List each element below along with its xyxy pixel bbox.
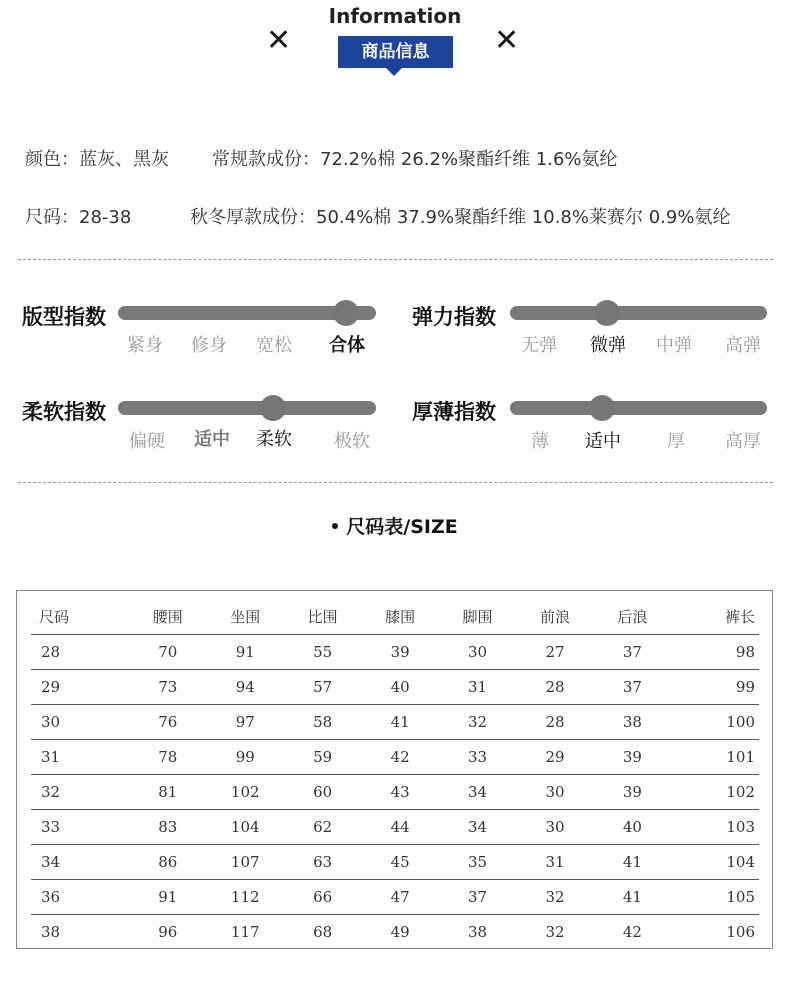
column-header: 前浪 <box>539 608 570 626</box>
column-header: 膝围 <box>385 608 416 626</box>
table-cell: 49 <box>361 915 438 950</box>
table-row <box>31 670 759 705</box>
table-cell: 59 <box>284 740 361 775</box>
close-icon: ✕ <box>494 23 520 58</box>
table-cell: 91 <box>207 635 284 670</box>
stretch-option-selected: 微弹 <box>590 335 626 356</box>
table-cell: 38 <box>594 705 671 740</box>
table-cell: 41 <box>594 845 671 880</box>
column-header: 坐围 <box>230 608 261 626</box>
table-cell: 27 <box>516 635 593 670</box>
table-header-row <box>31 599 759 635</box>
softness-option: 极软 <box>334 431 370 452</box>
table-cell: 28 <box>31 635 129 670</box>
table-cell: 44 <box>361 810 438 845</box>
size-chart-title-text: 尺码表/SIZE <box>346 516 458 538</box>
table-cell: 68 <box>284 915 361 950</box>
fit-option: 宽松 <box>256 335 292 356</box>
color-spec: 颜色：蓝灰、黑灰 <box>25 149 169 170</box>
table-cell: 99 <box>671 670 759 705</box>
column-header: 尺码 <box>39 608 70 626</box>
product-info-badge: 商品信息 <box>338 36 453 68</box>
table-cell: 105 <box>671 880 759 915</box>
table-cell: 30 <box>516 810 593 845</box>
table-cell: 102 <box>207 775 284 810</box>
table-row <box>31 880 759 915</box>
table-cell: 37 <box>594 635 671 670</box>
table-cell: 47 <box>361 880 438 915</box>
table-cell: 33 <box>439 740 516 775</box>
table-cell: 94 <box>207 670 284 705</box>
table-cell: 32 <box>439 705 516 740</box>
stretch-option: 无弹 <box>521 335 557 356</box>
table-cell: 34 <box>439 775 516 810</box>
table-cell: 106 <box>671 915 759 950</box>
table-cell: 30 <box>31 705 129 740</box>
bullet-icon <box>332 523 338 529</box>
table-cell: 66 <box>284 880 361 915</box>
badge-pointer <box>385 67 403 76</box>
table-cell: 98 <box>671 635 759 670</box>
table-cell: 104 <box>671 845 759 880</box>
column-header: 脚围 <box>462 608 493 626</box>
table-cell: 103 <box>671 810 759 845</box>
section-title: Information <box>328 4 462 28</box>
table-cell: 42 <box>594 915 671 950</box>
softness-index-label: 柔软指数 <box>22 400 106 424</box>
table-cell: 39 <box>594 740 671 775</box>
table-cell: 73 <box>129 670 206 705</box>
table-cell: 34 <box>439 810 516 845</box>
stretch-index-track <box>510 306 767 320</box>
table-row <box>31 740 759 775</box>
table-cell: 37 <box>594 670 671 705</box>
table-cell: 31 <box>516 845 593 880</box>
column-header: 裤长 <box>724 608 755 626</box>
table-cell: 107 <box>207 845 284 880</box>
table-cell: 100 <box>671 705 759 740</box>
column-header: 比围 <box>307 608 338 626</box>
table-cell: 83 <box>129 810 206 845</box>
close-icon: ✕ <box>266 23 292 58</box>
table-row <box>31 915 759 950</box>
table-cell: 43 <box>361 775 438 810</box>
table-cell: 36 <box>31 880 129 915</box>
table-cell: 91 <box>129 880 206 915</box>
table-cell: 32 <box>31 775 129 810</box>
table-cell: 96 <box>129 915 206 950</box>
size-table <box>31 599 759 949</box>
fit-index-knob <box>333 300 359 326</box>
table-cell: 30 <box>439 635 516 670</box>
table-cell: 33 <box>31 810 129 845</box>
table-cell: 34 <box>31 845 129 880</box>
table-cell: 76 <box>129 705 206 740</box>
fit-option-selected: 合体 <box>329 335 365 356</box>
column-header: 后浪 <box>617 608 648 626</box>
table-row <box>31 810 759 845</box>
table-cell: 28 <box>516 705 593 740</box>
table-cell: 29 <box>31 670 129 705</box>
table-cell: 60 <box>284 775 361 810</box>
softness-option: 偏硬 <box>129 431 165 452</box>
table-cell: 104 <box>207 810 284 845</box>
table-cell: 62 <box>284 810 361 845</box>
thickness-index-knob <box>589 395 615 421</box>
table-cell: 41 <box>361 705 438 740</box>
table-cell: 31 <box>439 670 516 705</box>
thickness-option: 高厚 <box>725 431 761 452</box>
stretch-index-label: 弹力指数 <box>412 305 496 329</box>
thickness-option: 厚 <box>667 431 685 452</box>
table-cell: 30 <box>516 775 593 810</box>
table-cell: 38 <box>439 915 516 950</box>
table-cell: 32 <box>516 915 593 950</box>
divider <box>18 259 773 260</box>
table-cell: 41 <box>594 880 671 915</box>
softness-option-selected: 柔软 <box>256 429 292 450</box>
table-cell: 39 <box>361 635 438 670</box>
table-row <box>31 635 759 670</box>
column-header: 腰围 <box>152 608 183 626</box>
table-cell: 97 <box>207 705 284 740</box>
table-cell: 40 <box>361 670 438 705</box>
stretch-index-knob <box>594 300 620 326</box>
table-cell: 32 <box>516 880 593 915</box>
fit-index-label: 版型指数 <box>22 305 106 329</box>
thickness-index-label: 厚薄指数 <box>412 400 496 424</box>
table-cell: 55 <box>284 635 361 670</box>
table-cell: 86 <box>129 845 206 880</box>
regular-composition: 常规款成份：72.2%棉 26.2%聚酯纤维 1.6%氨纶 <box>212 149 618 170</box>
table-cell: 78 <box>129 740 206 775</box>
table-row <box>31 845 759 880</box>
size-table-frame <box>16 590 773 949</box>
table-cell: 29 <box>516 740 593 775</box>
table-cell: 99 <box>207 740 284 775</box>
table-cell: 101 <box>671 740 759 775</box>
divider <box>18 482 773 483</box>
softness-index-track <box>118 401 376 415</box>
size-spec: 尺码：28-38 <box>25 207 132 228</box>
table-row <box>31 705 759 740</box>
table-cell: 37 <box>439 880 516 915</box>
table-cell: 117 <box>207 915 284 950</box>
table-cell: 35 <box>439 845 516 880</box>
table-cell: 39 <box>594 775 671 810</box>
table-cell: 102 <box>671 775 759 810</box>
stretch-option: 中弹 <box>656 335 692 356</box>
stretch-option: 高弹 <box>725 335 761 356</box>
table-cell: 112 <box>207 880 284 915</box>
table-cell: 38 <box>31 915 129 950</box>
thickness-option: 薄 <box>531 431 549 452</box>
table-cell: 45 <box>361 845 438 880</box>
fit-option: 修身 <box>191 335 227 356</box>
softness-option: 适中 <box>194 429 230 450</box>
table-row <box>31 775 759 810</box>
size-chart-title <box>0 512 790 539</box>
table-cell: 31 <box>31 740 129 775</box>
table-cell: 57 <box>284 670 361 705</box>
table-cell: 58 <box>284 705 361 740</box>
table-cell: 42 <box>361 740 438 775</box>
softness-index-knob <box>260 395 286 421</box>
table-cell: 70 <box>129 635 206 670</box>
thickness-option-selected: 适中 <box>585 431 621 452</box>
table-cell: 81 <box>129 775 206 810</box>
table-cell: 28 <box>516 670 593 705</box>
table-cell: 40 <box>594 810 671 845</box>
winter-composition: 秋冬厚款成份：50.4%棉 37.9%聚酯纤维 10.8%莱赛尔 0.9%氨纶 <box>190 207 731 228</box>
table-cell: 63 <box>284 845 361 880</box>
thickness-index-track <box>510 401 767 415</box>
fit-option: 紧身 <box>127 335 163 356</box>
